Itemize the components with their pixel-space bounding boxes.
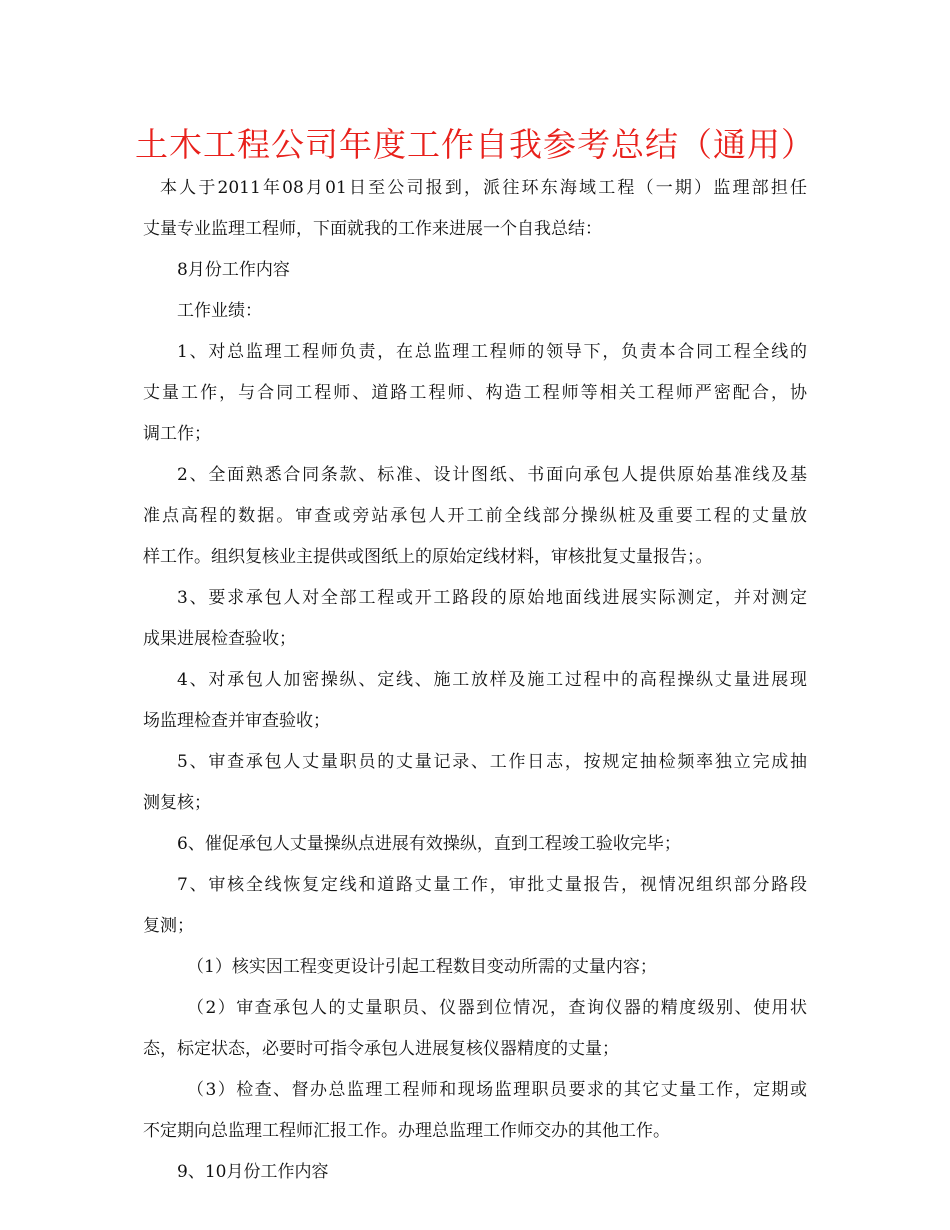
text-line: 丈量专业监理工程师，下面就我的工作来进展一个自我总结： [143,219,602,239]
text-line: 本人于2011年08月01日至公司报到，派往环东海域工程（一期）监理部担任 [160,178,807,198]
text-line: 复测； [143,916,194,936]
text-line: 不定期向总监理工程师汇报工作。办理总监理工作师交办的其他工作。 [143,1121,670,1141]
text-line: 9、10月份工作内容 [177,1162,329,1182]
text-line: 4、对承包人加密操纵、定线、施工放样及施工过程中的高程操纵丈量进展现 [177,670,807,690]
text-line: 7、审核全线恢复定线和道路丈量工作，审批丈量报告，视情况组织部分路段 [177,875,807,895]
text-line: 样工作。组织复核业主提供或图纸上的原始定线材料，审核批复丈量报告；。 [143,547,713,567]
text-line: 测复核； [143,793,211,813]
text-line: 场监理检查并审查验收； [143,711,330,731]
text-line: 8月份工作内容 [177,260,290,280]
text-line: 1、对总监理工程师负责，在总监理工程师的领导下，负责本合同工程全线的 [177,342,807,362]
text-line: 3、要求承包人对全部工程或开工路段的原始地面线进展实际测定，并对测定 [177,588,807,608]
text-line: 调工作； [143,424,211,444]
text-line: （1）核实因工程变更设计引起工程数目变动所需的丈量内容； [187,957,657,977]
text-line: 2、全面熟悉合同条款、标准、设计图纸、书面向承包人提供原始基准线及基 [177,465,807,485]
text-line: 成果进展检查验收； [143,629,296,649]
text-line: 准点高程的数据。审查或旁站承包人开工前全线部分操纵桩及重要工程的丈量放 [143,506,807,526]
document-body [143,168,807,1193]
text-line: （2）审查承包人的丈量职员、仪器到位情况，查询仪器的精度级别、使用状 [187,998,807,1018]
text-line: 态，标定状态，必要时可指令承包人进展复核仪器精度的丈量； [143,1039,619,1059]
text-line: 工作业绩： [177,301,262,321]
text-line: 丈量工作，与合同工程师、道路工程师、构造工程师等相关工程师严密配合，协 [143,383,807,403]
text-line: 6、催促承包人丈量操纵点进展有效操纵，直到工程竣工验收完毕； [177,834,681,854]
document-title: 土木工程公司年度工作自我参考总结（通用） [135,125,815,164]
text-line: 5、审查承包人丈量职员的丈量记录、工作日志，按规定抽检频率独立完成抽 [177,752,807,772]
text-line: （3）检查、督办总监理工程师和现场监理职员要求的其它丈量工作，定期或 [187,1080,807,1100]
